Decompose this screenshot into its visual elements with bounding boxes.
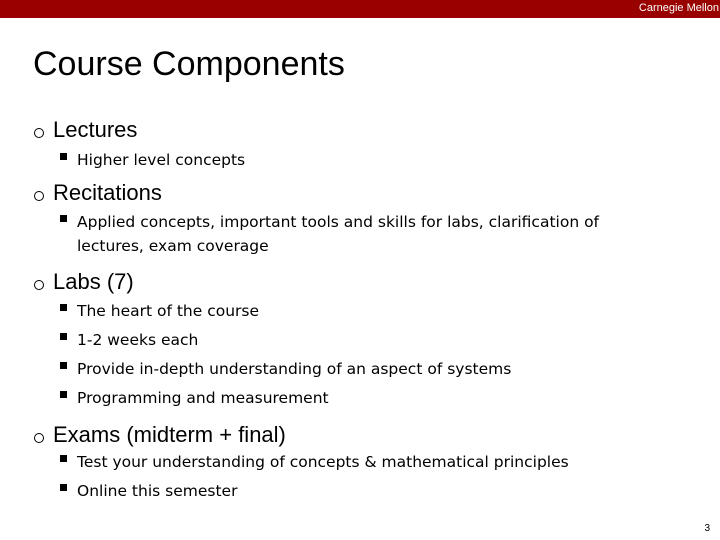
bullet-text: Programming and measurement bbox=[77, 389, 329, 407]
section-label: Recitations bbox=[53, 180, 162, 205]
page-number: 3 bbox=[704, 523, 710, 534]
ring-bullet-icon bbox=[34, 433, 44, 443]
section-labs bbox=[34, 269, 134, 294]
bullet-text: 1-2 weeks each bbox=[77, 331, 199, 349]
ring-bullet-icon bbox=[34, 128, 44, 138]
slide-title: Course Components bbox=[33, 45, 345, 83]
bullet-text: Higher level concepts bbox=[77, 151, 246, 169]
header-bar bbox=[0, 0, 720, 18]
brand-label: Carnegie Mellon bbox=[638, 2, 719, 14]
section-label: Exams (midterm + final) bbox=[53, 422, 286, 447]
square-bullet-icon bbox=[60, 304, 67, 311]
square-bullet-icon bbox=[60, 333, 67, 340]
section-label: Lectures bbox=[53, 117, 138, 142]
section-label: Labs (7) bbox=[53, 269, 134, 294]
bullet-text: Test your understanding of concepts & mathematical principles bbox=[77, 453, 569, 471]
square-bullet-icon bbox=[60, 153, 67, 160]
square-bullet-icon bbox=[60, 455, 67, 462]
bullet-text: The heart of the course bbox=[77, 302, 260, 320]
ring-bullet-icon bbox=[34, 280, 44, 290]
section-recitations bbox=[34, 180, 162, 205]
bullet-text: Applied concepts, important tools and skills for labs, clarification of lectures, exam coverage bbox=[77, 213, 600, 255]
bullet-text: Online this semester bbox=[77, 482, 238, 500]
section-lectures bbox=[34, 117, 138, 142]
bullet-text: Provide in-depth understanding of an aspect of systems bbox=[77, 360, 512, 378]
square-bullet-icon bbox=[60, 215, 67, 222]
section-exams bbox=[34, 422, 286, 447]
ring-bullet-icon bbox=[34, 191, 44, 201]
square-bullet-icon bbox=[60, 362, 67, 369]
square-bullet-icon bbox=[60, 484, 67, 491]
square-bullet-icon bbox=[60, 391, 67, 398]
